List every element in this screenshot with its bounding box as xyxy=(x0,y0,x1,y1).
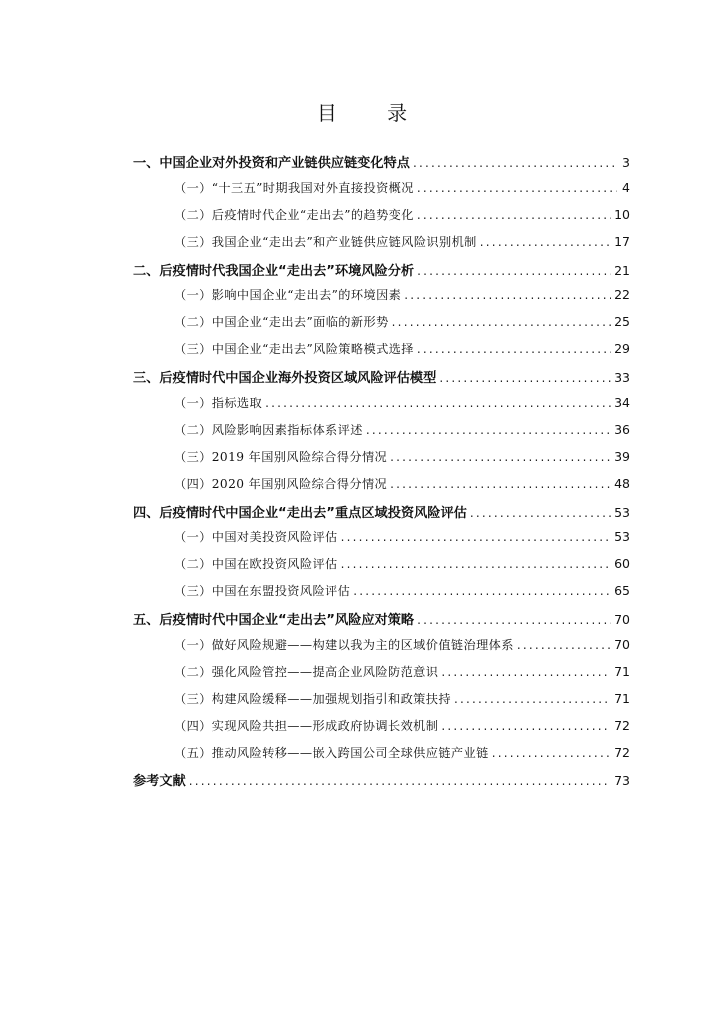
toc-section-entry[interactable] xyxy=(133,233,630,260)
toc-entry-title: （三）构建风险缓释——加强规划指引和政策扶持 xyxy=(174,691,451,706)
toc-entry-title: （三）中国企业“走出去”风险策略模式选择 xyxy=(174,342,414,357)
toc-entry-title: （二）强化风险管控——提高企业风险防范意识 xyxy=(174,664,439,679)
toc-section-entry[interactable] xyxy=(133,475,630,502)
toc-chapter-entry[interactable] xyxy=(133,260,630,287)
dot-leader xyxy=(390,450,611,464)
toc-section-entry[interactable] xyxy=(133,663,630,690)
toc-page-number: 53 xyxy=(614,529,630,545)
dot-leader xyxy=(417,264,611,278)
toc-section-entry[interactable] xyxy=(133,636,630,663)
dot-leader xyxy=(390,477,611,491)
toc-entry-title: （二）中国企业“走出去”面临的新形势 xyxy=(174,315,389,330)
toc-entry-title: 二、后疫情时代我国企业“走出去”环境风险分析 xyxy=(133,263,415,279)
toc-page-number: 48 xyxy=(614,475,630,491)
dot-leader xyxy=(341,557,611,571)
dot-leader xyxy=(441,719,611,733)
table-of-contents xyxy=(133,152,630,797)
dot-leader xyxy=(413,156,617,170)
toc-page-number: 73 xyxy=(614,773,630,789)
toc-entry-title: （一）影响中国企业“走出去”的环境因素 xyxy=(174,288,402,303)
toc-entry-title: （一）中国对美投资风险评估 xyxy=(174,530,338,545)
dot-leader xyxy=(480,235,611,249)
toc-page-number: 22 xyxy=(614,287,630,303)
toc-section-entry[interactable] xyxy=(133,690,630,717)
dot-leader xyxy=(417,342,611,356)
toc-page-number: 71 xyxy=(614,690,630,706)
toc-page-number: 3 xyxy=(622,155,630,170)
dot-leader xyxy=(366,423,611,437)
toc-section-entry[interactable] xyxy=(133,421,630,448)
toc-page-number: 65 xyxy=(614,583,630,599)
dot-leader xyxy=(417,613,611,627)
toc-section-entry[interactable] xyxy=(133,448,630,475)
dot-leader xyxy=(392,315,611,329)
page-title: 目 录 xyxy=(316,101,430,125)
toc-entry-title: （二）中国在欧投资风险评估 xyxy=(174,557,338,572)
toc-page-number: 29 xyxy=(614,341,630,357)
toc-page-number: 72 xyxy=(614,717,630,733)
toc-entry-title: （一）做好风险规避——构建以我为主的区域价值链治理体系 xyxy=(174,638,514,653)
toc-chapter-entry[interactable] xyxy=(133,770,630,797)
toc-page-number: 4 xyxy=(622,179,630,195)
dot-leader xyxy=(341,530,611,544)
dot-leader xyxy=(417,181,617,195)
toc-page-number: 72 xyxy=(614,744,630,760)
toc-section-entry[interactable] xyxy=(133,313,630,340)
toc-page-number: 17 xyxy=(614,233,630,249)
toc-chapter-entry[interactable] xyxy=(133,367,630,394)
toc-section-entry[interactable] xyxy=(133,744,630,771)
toc-entry-title: （一）指标选取 xyxy=(174,396,263,411)
toc-section-entry[interactable] xyxy=(133,286,630,313)
toc-page-number: 70 xyxy=(614,612,630,628)
toc-entry-title: 一、中国企业对外投资和产业链供应链变化特点 xyxy=(133,156,410,171)
toc-entry-title: （四）实现风险共担——形成政府协调长效机制 xyxy=(174,718,439,733)
toc-section-entry[interactable] xyxy=(133,717,630,744)
toc-page-number: 21 xyxy=(614,262,630,278)
toc-entry-title: （一）“十三五”时期我国对外直接投资概况 xyxy=(174,180,414,195)
dot-leader xyxy=(454,692,611,706)
dot-leader xyxy=(492,746,611,760)
toc-entry-title: 三、后疫情时代中国企业海外投资区域风险评估模型 xyxy=(133,371,437,387)
toc-entry-title: （二）风险影响因素指标体系评述 xyxy=(174,422,363,437)
dot-leader xyxy=(439,371,611,385)
toc-section-entry[interactable] xyxy=(133,394,630,421)
dot-leader xyxy=(417,208,611,222)
toc-section-entry[interactable] xyxy=(133,206,630,233)
toc-page-number: 71 xyxy=(614,663,630,679)
toc-section-entry[interactable] xyxy=(133,555,630,582)
toc-page-number: 25 xyxy=(614,314,630,330)
toc-section-entry[interactable] xyxy=(133,582,630,609)
toc-page-number: 39 xyxy=(614,448,630,464)
toc-entry-title: 四、后疫情时代中国企业“走出去”重点区域投资风险评估 xyxy=(133,505,467,521)
toc-entry-title: （五）推动风险转移——嵌入跨国公司全球供应链产业链 xyxy=(174,745,489,760)
toc-page-number: 34 xyxy=(614,395,630,411)
toc-chapter-entry[interactable] xyxy=(133,152,630,179)
toc-entry-title: 五、后疫情时代中国企业“走出去”风险应对策略 xyxy=(133,613,415,629)
toc-entry-title: （二）后疫情时代企业“走出去”的趋势变化 xyxy=(174,207,414,222)
toc-entry-title: （三）中国在东盟投资风险评估 xyxy=(174,584,351,599)
toc-entry-title: （三）2019 年国别风险综合得分情况 xyxy=(174,449,388,464)
toc-section-entry[interactable] xyxy=(133,340,630,367)
toc-entry-title: （四）2020 年国别风险综合得分情况 xyxy=(174,476,388,491)
dot-leader xyxy=(404,288,611,302)
toc-page-number: 36 xyxy=(614,421,630,437)
toc-page-number: 53 xyxy=(614,504,630,520)
dot-leader xyxy=(470,506,611,520)
toc-page-number: 60 xyxy=(614,556,630,572)
toc-page-number: 70 xyxy=(614,637,630,653)
toc-chapter-entry[interactable] xyxy=(133,502,630,529)
toc-section-entry[interactable] xyxy=(133,179,630,206)
dot-leader xyxy=(517,638,611,652)
toc-page-number: 10 xyxy=(614,206,630,222)
toc-section-entry[interactable] xyxy=(133,528,630,555)
toc-chapter-entry[interactable] xyxy=(133,609,630,636)
toc-entry-title: 参考文献 xyxy=(133,774,186,790)
dot-leader xyxy=(353,584,611,598)
toc-entry-title: （三）我国企业“走出去”和产业链供应链风险识别机制 xyxy=(174,234,477,249)
toc-page-number: 33 xyxy=(614,370,630,386)
dot-leader xyxy=(265,396,611,410)
dot-leader xyxy=(189,774,611,788)
dot-leader xyxy=(441,665,611,679)
